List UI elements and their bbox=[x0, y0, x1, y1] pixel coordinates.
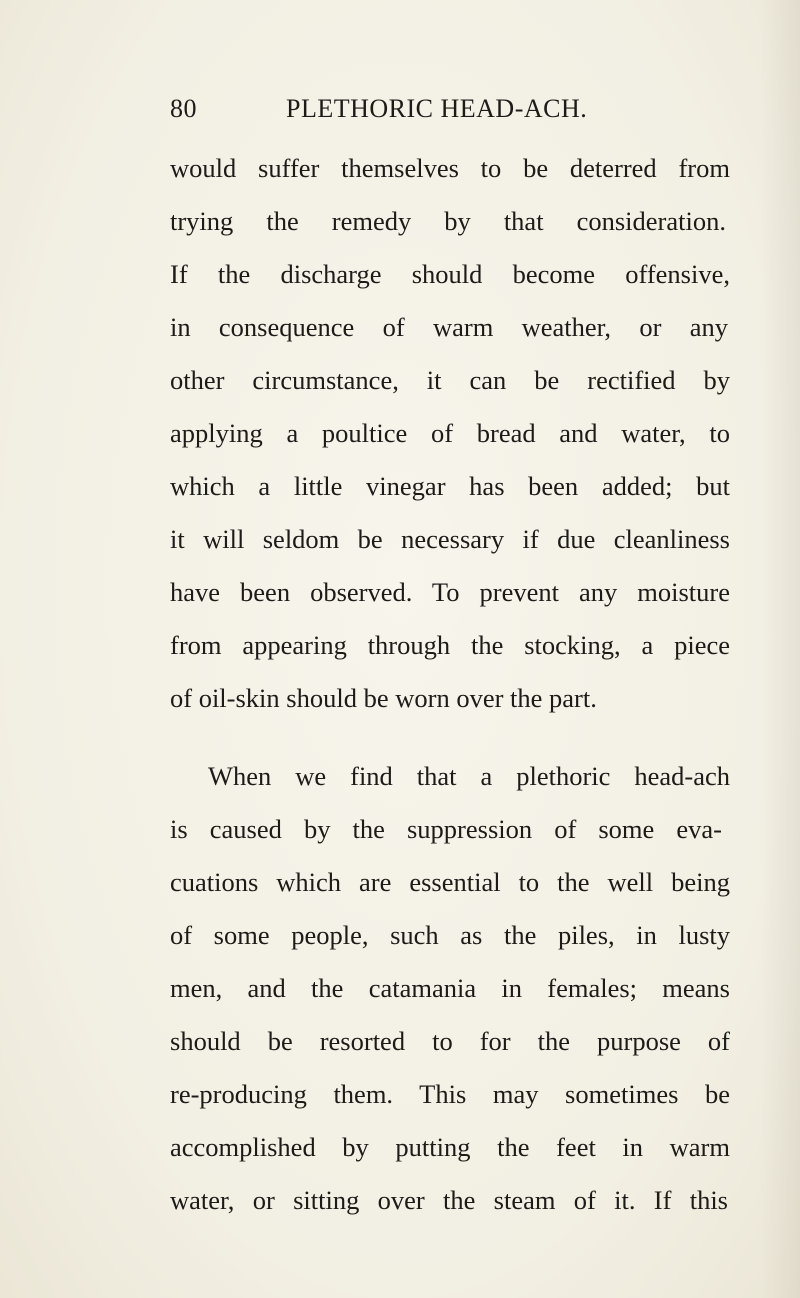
running-title: PLETHORIC HEAD-ACH. bbox=[286, 94, 588, 123]
text-line: If the discharge should become offensive, bbox=[170, 259, 730, 289]
text-line: accomplished by putting the feet in warm bbox=[170, 1132, 730, 1162]
text-line: is caused by the suppression of some eva- bbox=[170, 814, 722, 844]
text-line: water, or sitting over the steam of it. If this bbox=[170, 1185, 728, 1215]
text-line: cuations which are essential to the well being bbox=[170, 867, 730, 897]
text-line: When we find that a plethoric head-ach bbox=[208, 761, 730, 791]
text-line: should be resorted to for the purpose of bbox=[170, 1026, 730, 1056]
text-line: of some people, such as the piles, in lusty bbox=[170, 920, 730, 950]
text-line: from appearing through the stocking, a piece bbox=[170, 630, 730, 660]
text-line: applying a poultice of bread and water, to bbox=[170, 418, 730, 448]
text-line: of oil-skin should be worn over the part. bbox=[170, 683, 597, 713]
page-number: 80 bbox=[170, 94, 197, 123]
text-line: in consequence of warm weather, or any bbox=[170, 312, 728, 342]
text-line: which a little vinegar has been added; but bbox=[170, 471, 730, 501]
text-line: re-producing them. This may sometimes be bbox=[170, 1079, 730, 1109]
text-line: men, and the catamania in females; means bbox=[170, 973, 730, 1003]
text-line: it will seldom be necessary if due cleanliness bbox=[170, 524, 730, 554]
text-line: other circumstance, it can be rectified by bbox=[170, 365, 730, 395]
text-line: have been observed. To prevent any moisture bbox=[170, 577, 730, 607]
text-line: trying the remedy by that consideration. bbox=[170, 206, 726, 236]
text-line: would suffer themselves to be deterred from bbox=[170, 153, 730, 183]
